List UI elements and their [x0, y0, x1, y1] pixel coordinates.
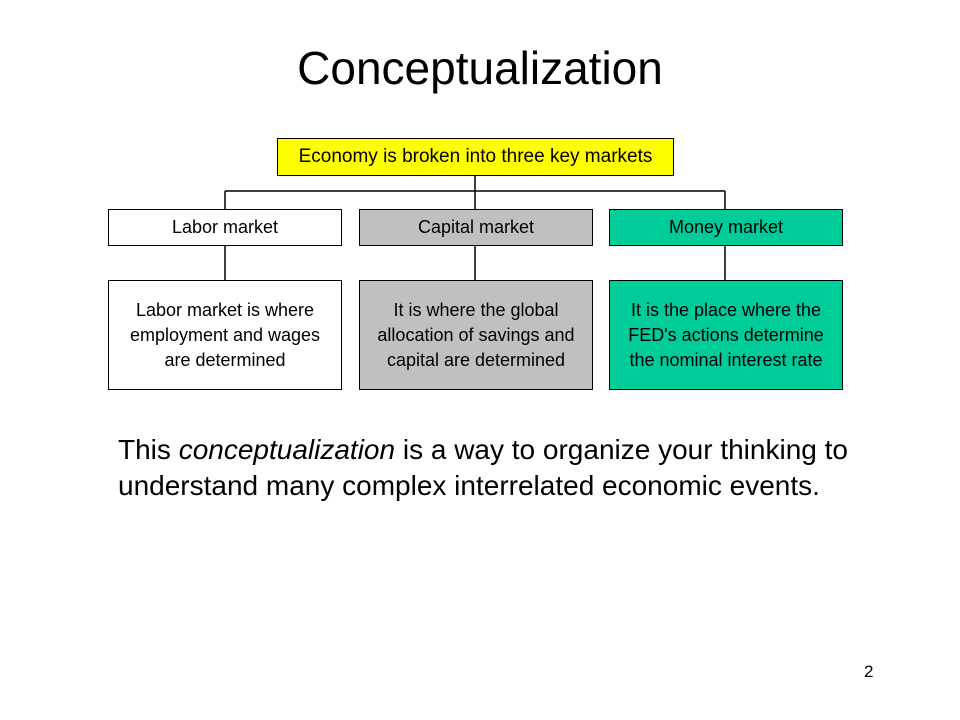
- slide-title: Conceptualization: [297, 42, 663, 94]
- body-text-start: This: [118, 434, 179, 465]
- capital-market-description: It is where the global allocation of savings and capital are determined: [359, 280, 593, 390]
- body-emphasis: conceptualization: [178, 434, 396, 465]
- money-market-description: It is the place where the FED's actions determine the nominal interest rate: [609, 280, 843, 390]
- money-market-box: Money market: [609, 209, 843, 246]
- body-paragraph: [118, 432, 848, 504]
- body-text-end: is a way to organize your thinking to understand many complex interrelated economic events.: [118, 434, 848, 501]
- page-number: 2: [864, 662, 874, 681]
- root-box: Economy is broken into three key markets: [277, 138, 674, 176]
- labor-market-box: Labor market: [108, 209, 342, 246]
- capital-market-box: Capital market: [359, 209, 593, 246]
- labor-market-description: Labor market is where employment and wages are determined: [108, 280, 342, 390]
